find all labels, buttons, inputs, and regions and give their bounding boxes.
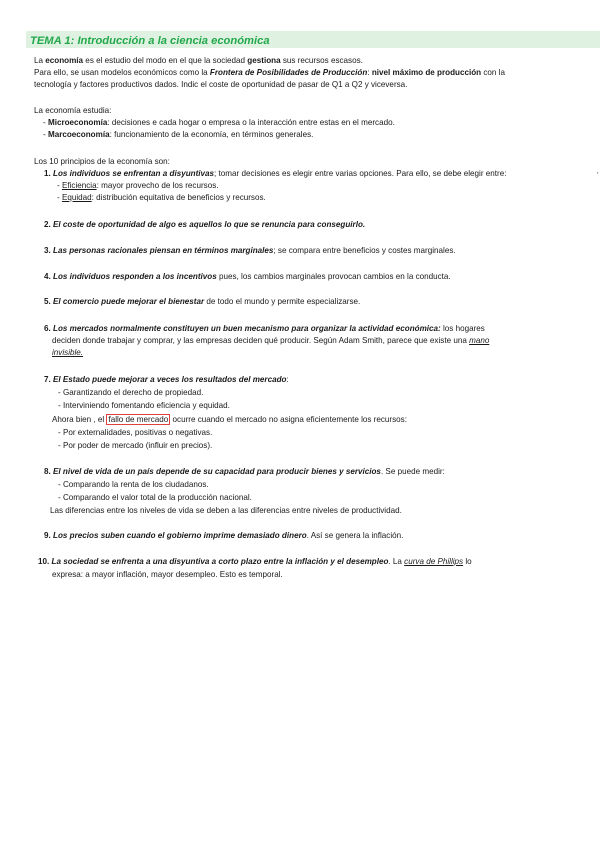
principle-number: 1. xyxy=(44,169,51,178)
principle-10 xyxy=(38,557,472,567)
text: ocurre cuando el mercado no asigna eficientemente los recursos: xyxy=(170,415,407,424)
principle-number: 9. xyxy=(44,531,51,540)
text: es el estudio del modo en el que la sociedad xyxy=(83,56,248,65)
term-equidad: Equidad xyxy=(61,193,92,202)
text: : funcionamiento de la economía, en términos generales. xyxy=(109,130,314,139)
principle-8-sub-2: - Comparando el valor total de la producción nacional. xyxy=(58,493,252,502)
studies-macro xyxy=(43,130,313,140)
principle-text: de todo el mundo y permite especializarse. xyxy=(204,297,361,306)
principle-bold: Los individuos se enfrentan a disyuntivas xyxy=(53,169,215,178)
principle-7-sub-4: - Por poder de mercado (influir en precios). xyxy=(58,441,213,450)
principle-bold: Los precios suben cuando el gobierno imprime demasiado dinero xyxy=(53,531,307,540)
principle-7-sub-2: - Interviniendo fomentando eficiencia y equidad. xyxy=(58,401,230,410)
principle-1-sub-1 xyxy=(57,181,219,191)
intro-line-1 xyxy=(34,56,363,66)
principle-text: pues, los cambios marginales provocan cambios en la conducta. xyxy=(216,272,451,281)
principle-8 xyxy=(44,467,445,477)
principle-1 xyxy=(44,169,506,179)
principle-6-line-2 xyxy=(52,336,489,346)
principle-text: . La xyxy=(388,557,405,566)
term-fpp: Frontera de Posibilidades de Producción xyxy=(209,68,368,77)
principle-7-ahora xyxy=(52,415,407,425)
title-bar xyxy=(26,31,600,48)
principle-bold: El Estado puede mejorar a veces los resultados del mercado xyxy=(53,375,287,384)
intro-line-2 xyxy=(34,68,505,78)
principle-6 xyxy=(44,324,485,334)
principle-number: 6. xyxy=(44,324,51,333)
studies-micro xyxy=(43,118,395,128)
principle-7-sub-3: - Por externalidades, positivas o negativas. xyxy=(58,428,213,437)
principle-1-sub-2 xyxy=(57,193,266,203)
term-invisible: invisible. xyxy=(52,348,84,357)
text: sus recursos escasos. xyxy=(280,56,363,65)
term-eficiencia: Eficiencia xyxy=(61,181,97,190)
principle-8-note: Las diferencias entre los niveles de vida se deben a las diferencias entre niveles de productividad. xyxy=(50,506,402,515)
principle-number: 3. xyxy=(44,246,51,255)
dash: - xyxy=(43,130,48,139)
principle-8-sub-1: - Comparando la renta de los ciudadanos. xyxy=(58,480,209,489)
term-micro: Microeconomía xyxy=(47,118,108,127)
principle-3 xyxy=(44,246,456,256)
dash: - xyxy=(43,118,48,127)
text: Para ello, se usan modelos económicos como la xyxy=(34,68,210,77)
principle-10-line-2: expresa: a mayor inflación, mayor desempleo. Esto es temporal. xyxy=(52,570,283,579)
principle-number: 8. xyxy=(44,467,51,476)
text: La xyxy=(34,56,46,65)
principle-number: 4. xyxy=(44,272,51,281)
principle-text: ; tomar decisiones es elegir entre varias opciones. Para ello, se debe elegir entre: xyxy=(214,169,507,178)
principle-text: . Se puede medir: xyxy=(380,467,445,476)
studies-heading: La economía estudia: xyxy=(34,106,112,115)
principle-7 xyxy=(44,375,289,385)
text: : mayor provecho de los recursos. xyxy=(96,181,219,190)
principle-number: 10. xyxy=(38,557,50,566)
principle-text: los hogares xyxy=(440,324,485,333)
principle-number: 5. xyxy=(44,297,51,306)
dash: - xyxy=(57,181,62,190)
term-economia: economía xyxy=(45,56,84,65)
principle-text: : xyxy=(286,375,289,384)
principle-text: . Así se genera la inflación. xyxy=(306,531,404,540)
text: Ahora bien , el xyxy=(52,415,107,424)
page-title: TEMA 1: Introducción a la ciencia económica xyxy=(30,35,270,47)
term-gestiona: gestiona xyxy=(247,56,281,65)
text: con la xyxy=(481,68,505,77)
intro-line-3: tecnología y factores productivos dados. Indic el coste de oportunidad de pasar de Q1 a Q2 y viceversa. xyxy=(34,80,408,89)
term-macro: Marcoeconomía xyxy=(47,130,110,139)
text: : distribución equitativa de beneficios y recursos. xyxy=(91,193,266,202)
principle-number: 7. xyxy=(44,375,51,384)
principles-heading: Los 10 principios de la economía son: xyxy=(34,157,170,166)
highlight-fallo-mercado: fallo de mercado xyxy=(108,415,169,424)
principle-bold: El nivel de vida de un país depende de su capacidad para producir bienes y servicios xyxy=(53,467,381,476)
principle-7-sub-1: - Garantizando el derecho de propiedad. xyxy=(58,388,204,397)
principle-2 xyxy=(44,220,365,230)
principle-9 xyxy=(44,531,403,541)
principle-4 xyxy=(44,272,451,282)
term-curva-phillips: curva de Phillips xyxy=(404,557,464,566)
text: : decisiones e cada hogar o empresa o la interacción entre estas en el mercado. xyxy=(107,118,395,127)
principle-5 xyxy=(44,297,360,307)
principle-bold: Las personas racionales piensan en términos marginales xyxy=(53,246,274,255)
term-mano: mano xyxy=(469,336,490,345)
principle-bold: La sociedad se enfrenta a una disyuntiva a corto plazo entre la inflación y el desempleo xyxy=(51,557,389,566)
principle-bold: Los mercados normalmente constituyen un buen mecanismo para organizar la actividad económica: xyxy=(53,324,441,333)
term-nivel-maximo: nivel máximo de producción xyxy=(371,68,482,77)
principle-bold: El comercio puede mejorar el bienestar xyxy=(53,297,205,306)
principle-6-line-3 xyxy=(52,348,83,358)
text: deciden donde trabajar y comprar, y las empresas deciden qué producir. Según Adam Smith, parece que existe una xyxy=(52,336,470,345)
principle-number: 2. xyxy=(44,220,51,229)
dash: - xyxy=(57,193,62,202)
margin-mark: ' xyxy=(597,171,599,180)
text: : xyxy=(367,68,372,77)
principle-text: lo xyxy=(463,557,472,566)
principle-text: ; se compara entre beneficios y costes marginales. xyxy=(273,246,456,255)
principle-bold: El coste de oportunidad de algo es aquellos lo que se renuncia para conseguirlo. xyxy=(53,220,366,229)
principle-bold: Los individuos responden a los incentivos xyxy=(53,272,217,281)
